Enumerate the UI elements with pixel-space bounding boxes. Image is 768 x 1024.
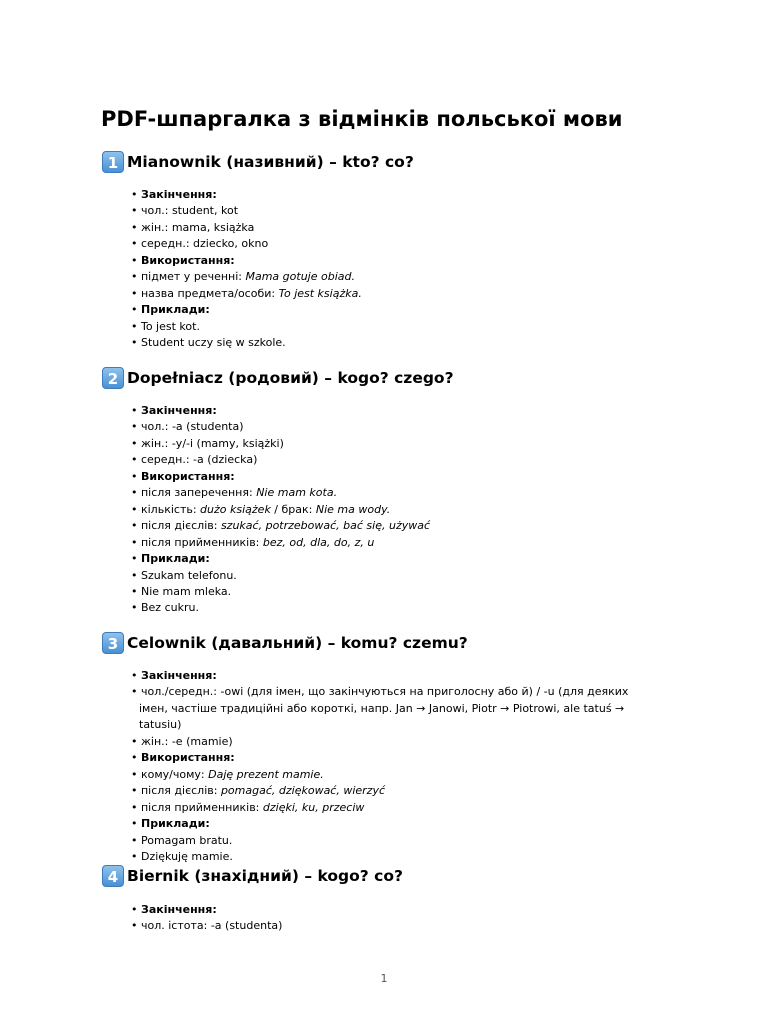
item-label-bold: Приклади:	[141, 552, 210, 566]
item-text: • після дієслів:	[131, 784, 221, 798]
item-example-italic: Nie ma wody.	[315, 502, 391, 516]
list-item: • Приклади:	[131, 552, 210, 566]
item-example-italic: Daję prezent mamie.	[208, 767, 324, 781]
section-heading	[102, 150, 414, 174]
item-text: • Student uczy się w szkole.	[131, 336, 286, 350]
list-item	[131, 783, 659, 799]
list-item	[131, 600, 430, 616]
list-item	[131, 419, 430, 435]
item-text: • після заперечення:	[131, 486, 257, 500]
item-label-bold: Приклади:	[141, 303, 210, 317]
list-item	[131, 684, 659, 733]
section-list	[131, 403, 430, 617]
item-text: • кількість:	[131, 502, 201, 516]
item-text: • жін.: -y/-i (mamy, książki)	[131, 436, 284, 450]
item-text: • кому/чому:	[131, 767, 209, 781]
item-example-italic: dużo książek	[200, 502, 271, 516]
item-text: / брак:	[270, 502, 316, 516]
section-heading-text: Celownik (давальний) – komu? czemu?	[127, 634, 468, 652]
item-text: • підмет у реченні:	[131, 270, 246, 284]
section-heading-text: Mianownik (називний) – kto? co?	[127, 153, 414, 171]
section-heading	[102, 631, 468, 655]
item-text: • чол.: student, kot	[131, 204, 239, 218]
list-item	[131, 269, 362, 285]
item-label-bold: Закінчення:	[141, 903, 217, 916]
list-item	[131, 203, 362, 219]
list-item	[131, 535, 430, 551]
list-item	[131, 335, 362, 351]
section-heading	[102, 864, 403, 888]
list-item	[131, 849, 659, 865]
item-text: • після дієслів:	[131, 519, 221, 533]
item-text: • середн.: -a (dziecka)	[131, 453, 258, 467]
item-example-italic: bez, od, dla, do, z, u	[262, 535, 375, 549]
item-text: • To jest kot.	[131, 319, 200, 333]
section-list	[131, 902, 282, 935]
list-item: • Приклади:	[131, 303, 210, 317]
list-item: • Використання:	[131, 751, 235, 765]
item-text: • чол.: -a (studenta)	[131, 420, 244, 434]
item-label-bold: Закінчення:	[141, 404, 217, 417]
item-label-bold: Приклади:	[141, 817, 210, 831]
item-text: • після прийменників:	[131, 800, 263, 814]
item-text: • чол./середн.: -owi (для імен, що закінчуються на приголосну або й) / -u (для деяких імен, частіше традиційні або короткі, напр. Jan → Janowi, Piotr → Piotrowi, ale tatuś → tatusiu)	[131, 685, 629, 732]
list-item	[131, 236, 362, 252]
list-item	[131, 767, 659, 783]
list-item	[131, 452, 430, 468]
item-example-italic: szukać, potrzebować, bać się, używać	[220, 519, 431, 533]
item-label-bold: Використання:	[141, 751, 235, 765]
list-item: • Використання:	[131, 469, 235, 483]
item-text: • Bez cukru.	[131, 601, 199, 615]
item-example-italic: To jest książka.	[278, 286, 362, 300]
list-item	[131, 319, 362, 335]
item-text: • середн.: dziecko, okno	[131, 237, 269, 251]
item-example-italic: dzięki, ku, przeciw	[262, 800, 365, 814]
list-item	[131, 800, 659, 816]
item-text: • чол. істота: -a (studenta)	[131, 919, 283, 933]
list-item	[131, 518, 430, 534]
item-text: • після прийменників:	[131, 535, 263, 549]
keycap-digit-icon: 1	[102, 151, 124, 173]
list-item: • Закінчення:	[131, 903, 217, 916]
item-example-italic: Mama gotuje obiad.	[245, 270, 355, 284]
list-item: • Закінчення:	[131, 404, 217, 417]
list-item	[131, 568, 430, 584]
section-heading-text: Dopełniacz (родовий) – kogo? czego?	[127, 369, 454, 387]
list-item	[131, 833, 659, 849]
list-item	[131, 485, 430, 501]
item-example-italic: pomagać, dziękować, wierzyć	[220, 784, 386, 798]
item-label-bold: Використання:	[141, 469, 235, 483]
list-item: • Закінчення:	[131, 669, 217, 682]
item-label-bold: Закінчення:	[141, 669, 217, 682]
keycap-digit-icon: 2	[102, 367, 124, 389]
list-item	[131, 584, 430, 600]
item-text: • Dziękuję mamie.	[131, 849, 233, 863]
item-text: • Szukam telefonu.	[131, 568, 237, 582]
list-item	[131, 502, 430, 518]
list-item	[131, 734, 659, 750]
item-text: • назва предмета/особи:	[131, 286, 279, 300]
item-text: • Nie mam mleka.	[131, 584, 232, 598]
item-text: • Pomagam bratu.	[131, 833, 233, 847]
item-text: • жін.: -e (mamie)	[131, 734, 233, 748]
item-label-bold: Закінчення:	[141, 188, 217, 201]
list-item: • Закінчення:	[131, 188, 217, 201]
keycap-digit-icon: 3	[102, 632, 124, 654]
page-title: PDF-шпаргалка з відмінків польської мови	[101, 107, 623, 131]
list-item: • Використання:	[131, 253, 235, 267]
list-item	[131, 436, 430, 452]
page-number: 1	[380, 972, 388, 985]
keycap-digit-icon: 4	[102, 865, 124, 887]
item-label-bold: Використання:	[141, 253, 235, 267]
list-item	[131, 286, 362, 302]
item-example-italic: Nie mam kota.	[256, 486, 338, 500]
section-list	[131, 187, 362, 352]
section-heading	[102, 366, 454, 390]
section-list	[131, 668, 659, 865]
list-item: • Приклади:	[131, 817, 210, 831]
list-item	[131, 220, 362, 236]
section-heading-text: Biernik (знахідний) – kogo? co?	[127, 867, 403, 885]
list-item	[131, 918, 282, 934]
item-text: • жін.: mama, książka	[131, 220, 255, 234]
